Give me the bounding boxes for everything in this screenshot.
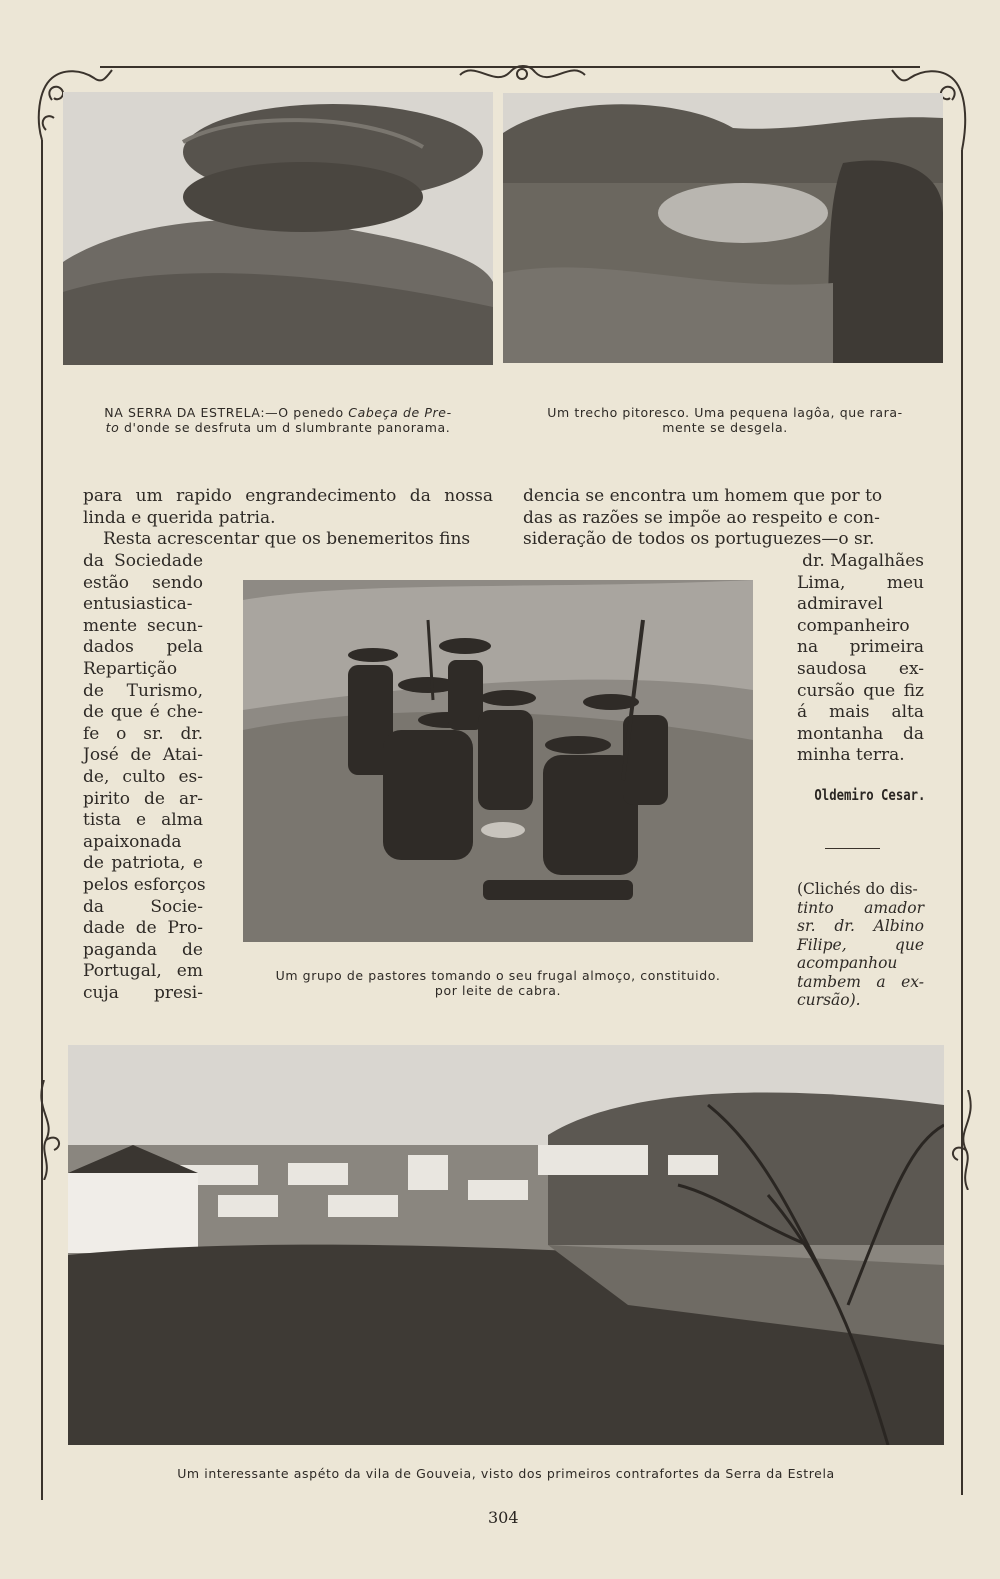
page-number: 304 [488, 1508, 519, 1527]
text-line: para um rapido engrandecimento da nossa [83, 486, 493, 506]
frame-right-rule [961, 150, 963, 1495]
right-top-text [523, 486, 925, 551]
text-line: cursão). [797, 991, 861, 1009]
text-line: sr. dr. Albino [797, 917, 924, 935]
text-line: saudosa ex- [797, 658, 924, 679]
text-line: (Clichés do dis- [797, 880, 918, 898]
text-line: admiravel [797, 594, 883, 615]
rock-photo-caption: NA SERRA DA ESTRELA:—O penedo Cabeça de Pre- to d'onde se desfruta um d slumbrante panorama. [104, 405, 452, 435]
ornament-top-center [455, 60, 590, 90]
text-line: pirito de ar- [83, 788, 203, 809]
text-line: dr. Magalhães [802, 551, 924, 571]
text-line: cuja presi- [83, 982, 203, 1003]
text-line: linda e querida patria. [83, 507, 276, 528]
text-line: sideração de todos os portuguezes—o sr. [523, 529, 875, 550]
text-line: montanha da [797, 723, 924, 744]
text-line: mente secun- [83, 615, 203, 636]
text-line: Filipe, que [797, 935, 924, 954]
text-line: tista e alma [83, 810, 203, 831]
text-line: fe o sr. dr. [83, 723, 203, 744]
text-line: Resta acrescentar que os benemeritos fins [103, 529, 471, 550]
text-line: dados pela [83, 637, 203, 658]
text-line: dencia se encontra um homem que por to [523, 486, 883, 506]
left-column-text [83, 551, 206, 1004]
text-line: de, culto es- [83, 766, 203, 787]
text-line: Lima, meu [797, 572, 924, 593]
text-line: á mais alta [797, 702, 924, 723]
text-line: Portugal, em [83, 961, 203, 982]
shepherds-photo-caption: Um grupo de pastores tomando o seu frugal almoço, constituido. por leite de cabra. [275, 968, 721, 998]
text-line: Repartição [83, 658, 178, 679]
right-column-text [797, 551, 924, 767]
text-line: companheiro [797, 615, 910, 636]
text-line: tinto amador [797, 898, 924, 917]
photo-credits [797, 880, 924, 1010]
text-line: tambem a ex- [797, 972, 924, 991]
text-line: da Socie- [83, 896, 203, 917]
text-line: apaixonada [83, 831, 182, 852]
text-line: da Sociedade [83, 551, 203, 571]
ornament-mid-right [940, 1090, 980, 1190]
text-line: cursão que fiz [797, 680, 924, 701]
text-line: entusiastica- [83, 594, 193, 615]
text-line: de Turismo, [83, 680, 203, 701]
text-line: minha terra. [797, 745, 905, 766]
text-line: de patriota, e [83, 853, 203, 874]
text-line: acompanhou [797, 954, 898, 972]
text-line: dade de Pro- [83, 918, 203, 939]
shepherds-photo [243, 580, 753, 942]
frame-left-rule [41, 140, 43, 1500]
rock-photo [63, 92, 493, 365]
pond-photo [503, 93, 943, 363]
text-line: paganda de [83, 939, 203, 960]
left-top-text [83, 486, 493, 551]
text-line: pelos esforços [83, 874, 206, 895]
short-divider [825, 848, 880, 849]
pond-photo-caption: Um trecho pitoresco. Uma pequena lagôa, que rara- mente se desgela. [547, 405, 903, 435]
town-photo-caption: Um interessante aspéto da vila de Gouveia, visto dos primeiros contrafortes da Serra da Estrela [177, 1466, 835, 1481]
town-photo [68, 1045, 944, 1445]
author-signature: Oldemiro Cesar. [813, 786, 925, 804]
text-line: estão sendo [83, 572, 203, 593]
text-line: das as razões se impõe ao respeito e con- [523, 507, 880, 528]
text-line: de que é che- [83, 702, 203, 723]
text-line: na primeira [797, 637, 924, 658]
text-line: José de Atai- [83, 745, 203, 766]
